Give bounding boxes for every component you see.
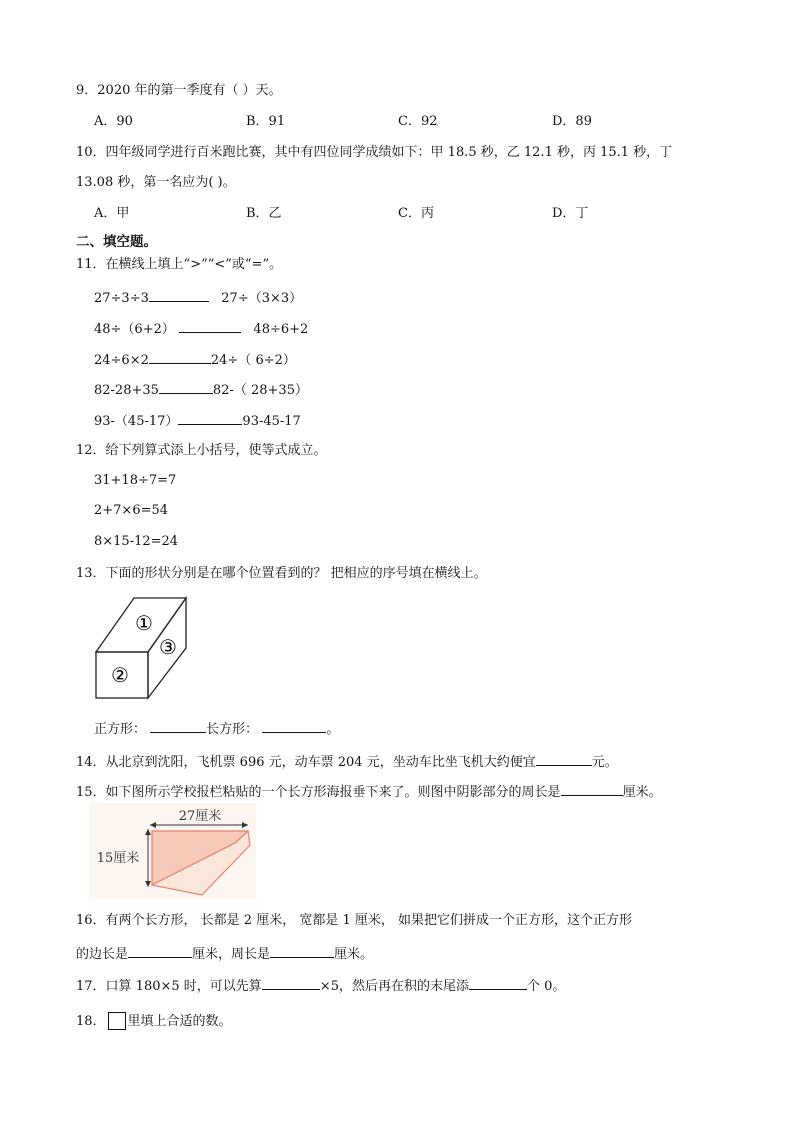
equation-row-3: 8×15-12=24	[94, 534, 179, 549]
text-segment: 个 0。	[526, 979, 566, 994]
question-number: 16．	[76, 913, 106, 928]
option-a[interactable]: A．90	[94, 114, 133, 129]
section-heading: 二、填空题。	[76, 234, 157, 250]
poster-figure	[90, 803, 256, 899]
text-segment: 口算 180×5 时，可以先算	[105, 979, 262, 994]
text-segment: 厘米。	[334, 947, 374, 962]
face-label-3: ③	[159, 635, 177, 659]
compare-row-1	[94, 288, 302, 307]
question-number: 11．	[76, 257, 106, 272]
expression-left: 93-（45-17）	[94, 414, 179, 429]
question-number: 13．	[76, 566, 106, 581]
question-10	[76, 145, 672, 161]
answer-blank[interactable]	[149, 350, 211, 364]
answer-blank[interactable]	[561, 782, 623, 796]
expression-right: 27÷（3×3）	[221, 291, 303, 306]
expression-right: 48÷6+2	[253, 322, 309, 337]
option-c[interactable]: C．92	[398, 114, 438, 129]
question-text: 从北京到沈阳，飞机票 696 元，动车票 204 元，坐动车比坐飞机大约便宜	[105, 755, 536, 770]
option-b[interactable]: B．91	[246, 114, 286, 129]
question-10-line2: 13.08 秒，第一名应为( )。	[76, 175, 236, 190]
top-dimension-label: 27厘米	[178, 809, 222, 824]
face-label-1: ①	[135, 611, 153, 635]
face-label-2: ②	[111, 663, 129, 687]
compare-row-4	[94, 380, 308, 399]
question-9	[76, 83, 282, 99]
option-a[interactable]: A．甲	[94, 206, 130, 221]
square-label: 正方形：	[94, 722, 147, 737]
answer-box[interactable]	[108, 1012, 126, 1030]
question-12	[76, 443, 327, 459]
end-punct: 。	[326, 722, 340, 737]
compare-row-2	[94, 319, 308, 338]
question-text-line1: 四年级同学进行百米跑比赛，其中有四位同学成绩如下：甲 18.5 秒，乙 12.1 秒，丙 15.1 秒，丁	[105, 145, 673, 160]
expression-right: 24÷（ 6÷2）	[210, 353, 296, 368]
perimeter-blank[interactable]	[270, 944, 334, 958]
expression-right: 93-45-17	[242, 414, 301, 429]
question-text: 下面的形状分别是在哪个位置看到的？ 把相应的序号填在横线上。	[105, 566, 487, 581]
text-segment: 厘米，周长是	[192, 947, 271, 962]
cuboid-figure	[94, 596, 190, 700]
question-text: 在横线上填上“>”“<”或“=”。	[105, 257, 283, 272]
compare-row-5	[94, 411, 301, 430]
option-b[interactable]: B．乙	[246, 206, 282, 221]
answer-blank[interactable]	[159, 380, 213, 394]
answer-blank[interactable]	[536, 752, 592, 766]
question-number: 9．	[76, 83, 98, 98]
question-text: 如下图所示学校报栏粘贴的一个长方形海报垂下来了。则图中阴影部分的周长是	[105, 785, 561, 800]
text-segment: ×5，然后再在积的末尾添	[319, 979, 469, 994]
answer-blank-1[interactable]	[262, 976, 320, 990]
side-length-blank[interactable]	[128, 944, 192, 958]
expression-left: 24÷6×2	[94, 353, 149, 368]
square-answer-blank[interactable]	[150, 719, 206, 733]
question-13-answers	[94, 719, 339, 738]
left-dimension-label: 15厘米	[96, 851, 140, 866]
question-16-line2	[76, 944, 373, 963]
question-15	[76, 782, 662, 801]
question-14	[76, 752, 618, 771]
question-text-line1: 有两个长方形， 长都是 2 厘米， 宽都是 1 厘米， 如果把它们拼成一个正方形，这个正方形	[105, 913, 633, 928]
expression-left: 48÷（6+2）	[94, 322, 175, 337]
expression-left: 82-28+35	[94, 383, 159, 398]
compare-row-3	[94, 350, 296, 369]
rectangle-label: 长方形：	[206, 722, 259, 737]
answer-blank-2[interactable]	[469, 976, 527, 990]
question-number: 12．	[76, 443, 106, 458]
answer-blank[interactable]	[149, 288, 209, 302]
answer-blank[interactable]	[178, 411, 242, 425]
text-segment: 的边长是	[76, 947, 129, 962]
equation-row-1: 31+18÷7=7	[94, 473, 177, 488]
question-number: 17．	[76, 979, 106, 994]
option-c[interactable]: C．丙	[398, 206, 434, 221]
question-number: 18．	[76, 1014, 106, 1029]
question-number: 14．	[76, 755, 106, 770]
option-d[interactable]: D．89	[552, 114, 592, 129]
question-number: 10．	[76, 145, 106, 160]
question-11	[76, 257, 282, 273]
question-18	[76, 1012, 232, 1030]
answer-blank[interactable]	[179, 319, 241, 333]
expression-left: 27÷3÷3	[94, 291, 149, 306]
question-13	[76, 566, 487, 582]
equation-row-2: 2+7×6=54	[94, 503, 169, 518]
question-text: 里填上合适的数。	[127, 1014, 232, 1029]
unit: 元。	[591, 755, 618, 770]
question-text: 给下列算式添上小括号，使等式成立。	[105, 443, 327, 458]
expression-right: 82-（ 28+35）	[212, 383, 308, 398]
question-text: 2020 年的第一季度有（ ）天。	[97, 83, 282, 98]
rectangle-answer-blank[interactable]	[262, 719, 326, 733]
question-17	[76, 976, 565, 995]
question-number: 15．	[76, 785, 106, 800]
unit: 厘米。	[622, 785, 662, 800]
option-d[interactable]: D．丁	[552, 206, 589, 221]
question-16	[76, 913, 632, 929]
